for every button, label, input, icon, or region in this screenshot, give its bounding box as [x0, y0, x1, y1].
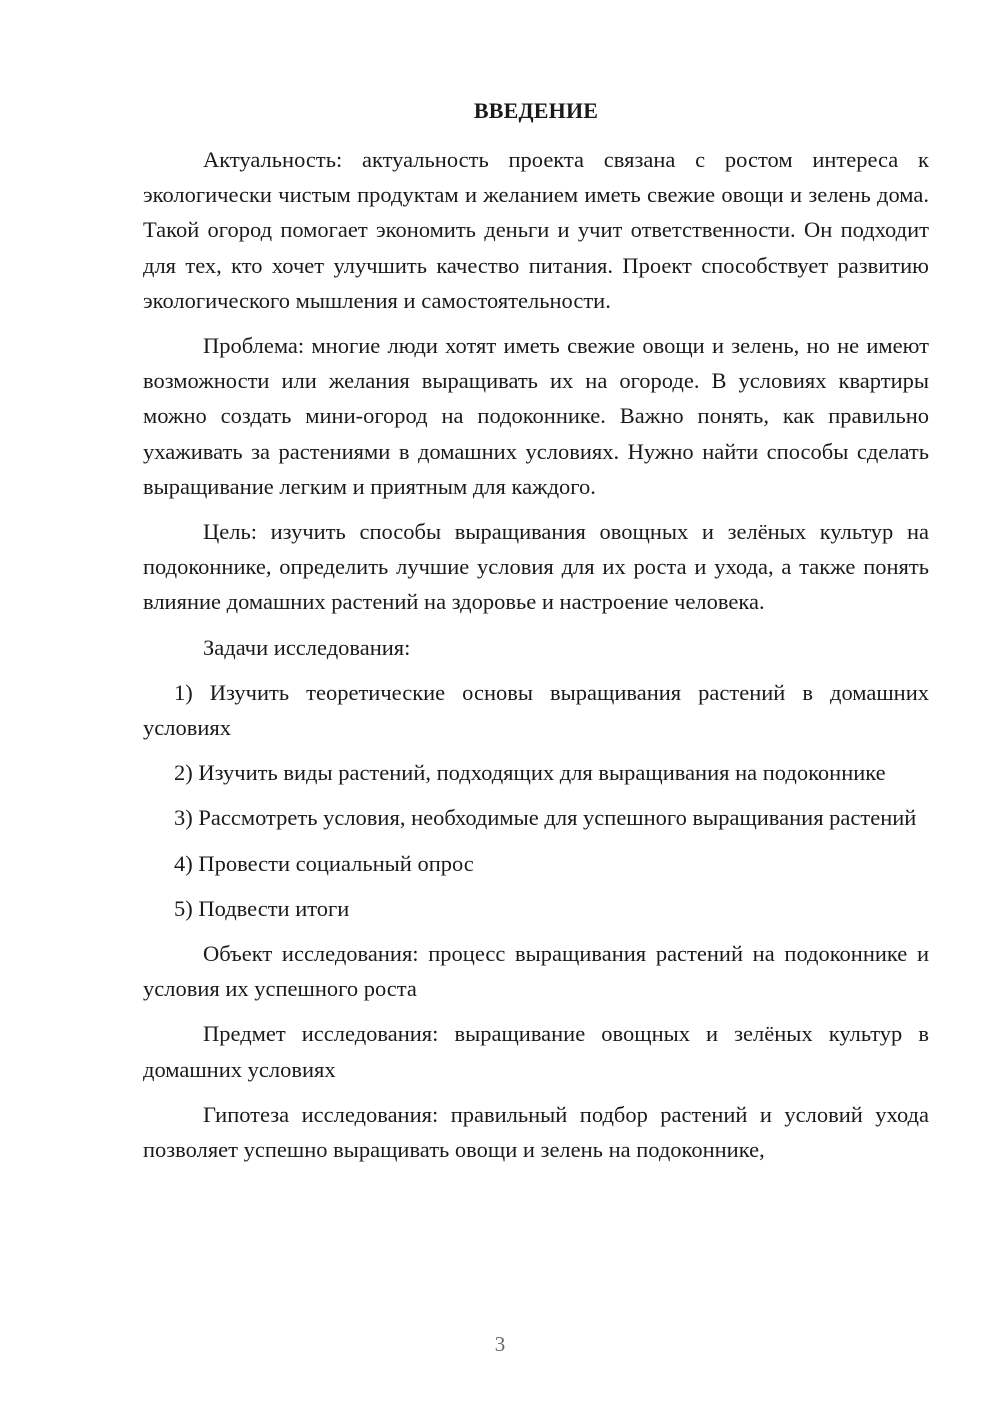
task-item-1: 1) Изучить теоретические основы выращивания растений в домашних условиях [143, 679, 929, 741]
paragraph-object: Объект исследования: процесс выращивания растений на подоконнике и условия их успешного роста [143, 941, 929, 1002]
paragraph-goal: Цель: изучить способы выращивания овощных и зелёных культур на подоконнике, определить лучшие условия для их роста и ухода, а также понять влияние домашних растений на здоровье и настроение человека. [143, 519, 929, 615]
task-item-3: 3) Рассмотреть условия, необходимые для успешного выращивания растений [174, 805, 917, 831]
tasks-heading: Задачи исследования: [203, 634, 411, 660]
paragraph-relevance: Актуальность: актуальность проекта связана с ростом интереса к экологически чистым продуктам и желанием иметь свежие овощи и зелень дома. Такой огород помогает экономить деньги и учит ответственности. Он подходит для тех, кто хочет улучшить качество питания. Проект способствует развитию экологического мышления и самостоятельности. [143, 147, 929, 313]
paragraph-subject: Предмет исследования: выращивание овощных и зелёных культур в домашних условиях [143, 1021, 929, 1082]
tasks-list [143, 675, 929, 926]
page-number: 3 [494, 1332, 506, 1356]
task-item-2: 2) Изучить виды растений, подходящих для выращивания на подоконнике [174, 760, 886, 786]
section-title: ВВЕДЕНИЕ [473, 98, 599, 123]
task-item-5: 5) Подвести итоги [174, 895, 350, 921]
paragraph-problem: Проблема: многие люди хотят иметь свежие овощи и зелень, но не имеют возможности или желания выращивать их на огороде. В условиях квартиры можно создать мини-огород на подоконнике. Важно понять, как правильно ухаживать за растениями в домашних условиях. Нужно найти способы сделать выращивание легким и приятным для каждого. [143, 333, 929, 499]
paragraph-hypothesis: Гипотеза исследования: правильный подбор растений и условий ухода позволяет успешно выращивать овощи и зелень на подоконнике, [143, 1101, 929, 1163]
task-item-4: 4) Провести социальный опрос [174, 850, 474, 876]
document-body [143, 142, 929, 1177]
